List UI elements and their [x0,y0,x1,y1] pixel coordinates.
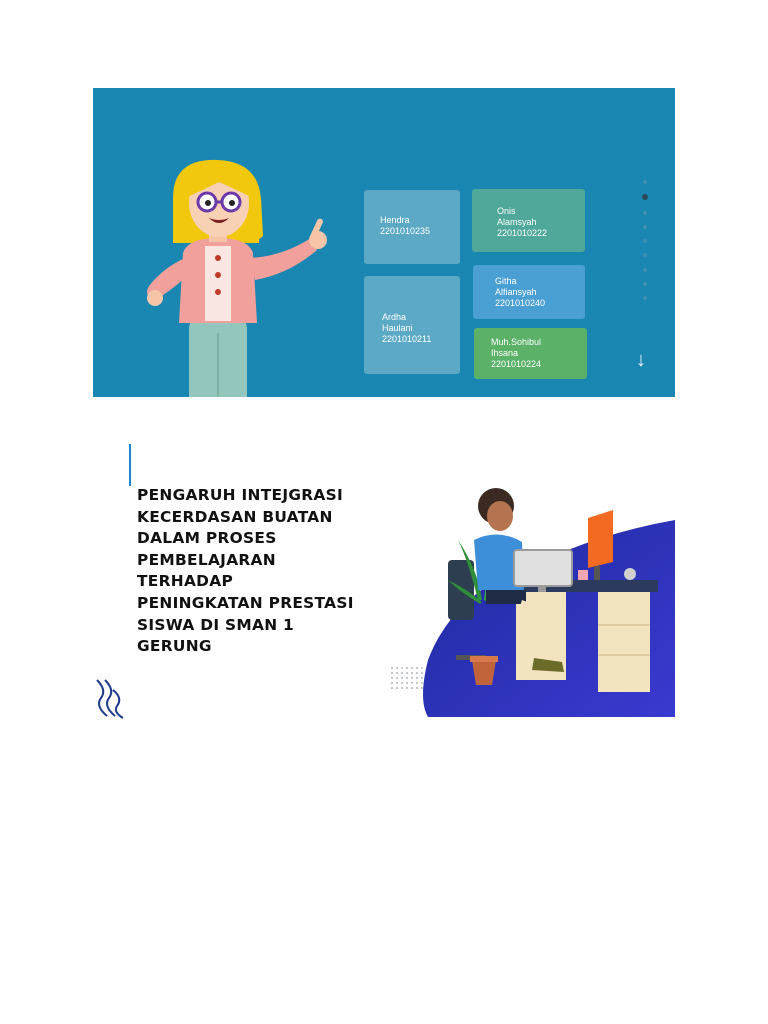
member-card-githa [473,265,585,319]
member-id: 2201010222 [497,228,548,238]
nav-dot[interactable] [643,268,647,272]
title-line: PENGARUH INTEJGRASI [137,486,344,504]
member-name: Alamsyah [497,217,537,227]
member-id: 2201010211 [382,334,432,344]
arrow-down-icon[interactable]: ↓ [636,349,646,371]
member-name: Haulani [382,323,413,333]
member-name: Alfiansyah [495,287,537,297]
title-line: TERHADAP [137,572,234,591]
nav-dot[interactable] [643,225,647,229]
cartoon-girl-illustration [133,158,333,397]
title-line: DALAM PROSES [137,529,277,548]
wave-decoration-icon [93,676,131,720]
nav-dot[interactable] [643,211,647,215]
accent-line [129,444,131,486]
member-id: 2201010224 [491,359,542,369]
title-line: SISWA DI SMAN 1 [137,615,295,634]
nav-dot-active[interactable] [642,194,648,200]
nav-dot[interactable] [643,296,647,300]
member-card-hendra [364,190,460,264]
member-name: Muh.Sohibul [491,337,542,347]
member-name: Ihsana [491,348,519,358]
member-card-ardha [364,276,460,374]
title-line: GERUNG [137,637,212,656]
member-card-muh [474,328,587,379]
member-id: 2201010240 [495,298,546,308]
page-title [137,485,407,658]
office-worker-illustration [438,480,663,695]
member-name: Githa [495,276,517,286]
member-card-onis [472,189,585,252]
title-line: KECERDASAN BUATAN [137,507,333,526]
nav-dot[interactable] [643,239,647,243]
nav-dot[interactable] [643,253,647,257]
team-slide [93,88,675,397]
title-slide [93,440,675,720]
title-line: PEMBELAJARAN [137,550,276,569]
slide-nav-dots [641,180,649,311]
member-name: Hendra [380,215,410,225]
member-id: 2201010235 [380,226,431,236]
member-name: Ardha [382,312,407,322]
nav-dot[interactable] [643,282,647,286]
title-line: PENINGKATAN PRESTASI [137,593,354,612]
member-name: Onis [497,206,516,216]
nav-dot[interactable] [643,180,647,184]
